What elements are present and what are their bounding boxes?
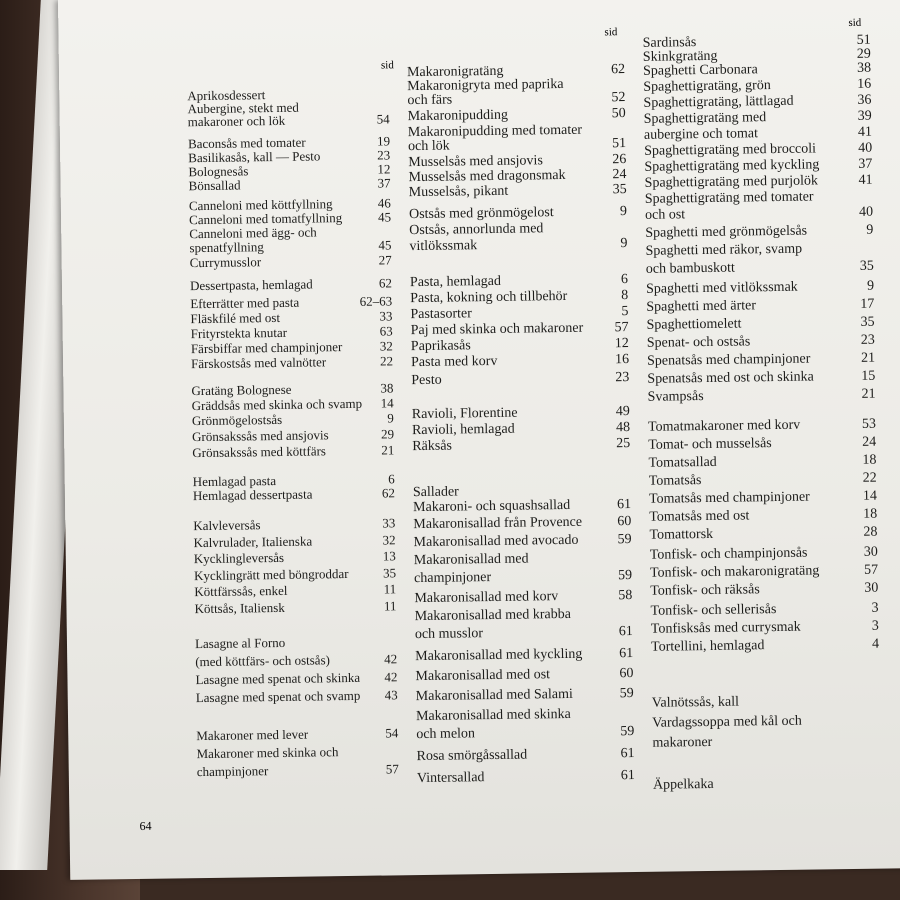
entry-page-number: 42 (384, 669, 398, 685)
entry-title: Spaghettigratäng, lättlagad (643, 93, 794, 111)
entry-page-number: 35 (860, 314, 875, 330)
entry-page-number: 14 (380, 395, 394, 411)
entry-title: Makaronisallad med krabba (414, 606, 572, 625)
entry-title: Currymusslor (189, 254, 262, 271)
index-entry (652, 713, 880, 733)
entry-title: Tomatsallad (648, 454, 717, 471)
entry-page-number: 51 (856, 32, 871, 48)
entry-page-number: 9 (619, 204, 628, 220)
index-page (58, 0, 900, 880)
entry-title: Kycklingrätt med böngroddar (193, 565, 349, 584)
entry-page-number: 52 (611, 90, 626, 106)
entry-title: Paprikasås (410, 338, 471, 355)
entry-title: Tomatmakaroner med korv (647, 417, 801, 435)
entry-page-number: 33 (379, 308, 393, 324)
entry-page-number: 15 (861, 368, 876, 384)
entry-title: Gräddsås med skinka och svamp (191, 395, 363, 414)
entry-page-number: 59 (617, 568, 633, 584)
entry-title: Makaronisallad med korv (414, 589, 559, 607)
entry-title: Spaghettigratäng med (643, 110, 767, 127)
entry-title: Makaronisallad med avocado (413, 532, 579, 551)
entry-page-number: 61 (618, 624, 633, 640)
entry-page-number: 45 (377, 209, 392, 225)
index-entry (647, 369, 875, 389)
entry-title: Spaghettiomelett (646, 316, 742, 333)
entry-page-number: 26 (612, 152, 627, 168)
entry-title: Canneloni med köttfyllning (188, 196, 333, 214)
entry-page-number: 19 (376, 133, 391, 149)
entry-title: Tomatsås med ost (649, 508, 750, 525)
entry-page-number: 57 (385, 761, 399, 777)
entry-page-number: 29 (856, 46, 871, 62)
sid-header-col1: sid (380, 59, 394, 72)
entry-title: Aprikosdessert (187, 87, 266, 104)
entry-title: Makaronisallad med ost (415, 667, 551, 685)
entry-title: Makaronisallad med (413, 551, 529, 569)
entry-page-number: 16 (857, 76, 872, 92)
entry-title: Makaronigryta med paprika (407, 76, 564, 95)
entry-title: aubergine och tomat (643, 126, 759, 143)
entry-title: Grönmögelostsås (191, 411, 283, 429)
entry-title: Äppelkaka (652, 776, 714, 793)
entry-page-number: 62–63 (359, 293, 393, 309)
entry-page-number: 54 (376, 111, 390, 127)
entry-title: Basilikasås, kall — Pesto (188, 148, 321, 166)
entry-page-number: 23 (377, 147, 391, 163)
entry-title: Sardinsås (642, 35, 697, 51)
entry-title: Makaronisallad från Provence (413, 514, 583, 533)
entry-title: Spenatsås med champinjoner (646, 351, 811, 369)
entry-title: Grönsakssås med ansjovis (192, 427, 329, 445)
entry-title: Pastasorter (410, 306, 472, 323)
entry-page-number: 35 (612, 182, 627, 198)
entry-title: Spaghettigratäng med kyckling (644, 157, 820, 175)
entry-page-number: 48 (615, 420, 631, 436)
entry-title: spenatfyllning (189, 239, 264, 256)
entry-title: Aubergine, stekt med (187, 99, 299, 117)
entry-title: Makaronipudding med tomater (407, 122, 583, 141)
index-entry (650, 581, 878, 601)
entry-title: Färskostsås med valnötter (190, 354, 327, 372)
entry-title: Färsbiffar med champinjoner (190, 339, 343, 357)
entry-page-number: 22 (379, 353, 394, 369)
entry-title: Canneloni med tomatfyllning (188, 210, 343, 228)
entry-title: Spaghettigratäng med broccoli (644, 141, 817, 159)
entry-title: Tonfisksås med currysmak (650, 619, 801, 637)
entry-page-number: 54 (385, 725, 399, 741)
entry-title: och musslor (414, 626, 484, 643)
entry-title: Räksås (412, 438, 453, 455)
entry-page-number: 4 (871, 636, 880, 652)
entry-title: champinjoner (196, 763, 269, 780)
index-entry (651, 637, 879, 657)
entry-page-number: 61 (616, 497, 632, 513)
entry-title: Kalvrulader, Italienska (193, 533, 313, 551)
entry-page-number: 21 (860, 350, 876, 366)
entry-page-number: 37 (377, 175, 391, 191)
entry-title: Tonfisk- och makaronigratäng (649, 563, 820, 581)
index-entry (645, 205, 873, 225)
entry-page-number: 58 (618, 588, 633, 604)
entry-title: Pasta, hemlagad (409, 273, 502, 291)
entry-page-number: 61 (620, 746, 635, 762)
entry-title: Valnötssås, kall (651, 694, 740, 711)
entry-page-number: 18 (863, 506, 878, 522)
index-entry (650, 601, 878, 621)
entry-page-number: 11 (383, 598, 397, 614)
entry-page-number: 9 (866, 278, 875, 294)
entry-page-number: 25 (616, 436, 631, 452)
entry-title: Bönsallad (188, 177, 241, 194)
entry-page-number: 60 (617, 514, 632, 530)
entry-title: Tonfisk- och champinjonsås (649, 545, 808, 563)
entry-title: Canneloni med ägg- och (189, 224, 317, 242)
entry-title: Makaronisallad med kyckling (415, 646, 583, 665)
entry-title: Makaronisallad med skinka (415, 706, 571, 725)
entry-title: och lök (407, 138, 450, 155)
entry-title: Spaghettigratäng med purjolök (644, 173, 819, 191)
entry-page-number: 24 (862, 434, 877, 450)
index-entry (646, 259, 874, 279)
entry-title: Makaronisallad med Salami (415, 686, 573, 705)
entry-page-number: 50 (611, 106, 626, 122)
entry-title: Kycklingleversås (193, 549, 285, 567)
index-entry (649, 525, 877, 545)
entry-page-number: 39 (857, 108, 872, 124)
index-entry (649, 489, 877, 509)
entry-title: Musselsås med ansjovis (408, 153, 543, 171)
index-entry (650, 545, 878, 565)
entry-title: Sallader (412, 484, 459, 501)
entry-title: Kalvleversås (193, 517, 261, 534)
entry-page-number: 40 (858, 140, 873, 156)
entry-title: Ravioli, Florentine (411, 405, 518, 423)
index-column-3 (58, 0, 900, 880)
entry-page-number: 46 (377, 195, 391, 211)
entry-page-number: 62 (378, 275, 393, 291)
entry-page-number: 3 (871, 600, 879, 616)
entry-page-number: 57 (863, 562, 879, 578)
entry-page-number: 12 (614, 336, 629, 352)
index-entry (648, 453, 876, 473)
entry-title: Lasagne med spenat och skinka (195, 669, 361, 688)
entry-page-number: 8 (621, 288, 629, 304)
entry-page-number: 16 (614, 352, 630, 368)
entry-page-number: 23 (615, 370, 630, 386)
entry-page-number: 9 (387, 410, 394, 426)
entry-page-number: 61 (619, 646, 634, 662)
entry-title: Makaronipudding (407, 107, 509, 125)
entry-page-number: 13 (382, 548, 396, 564)
entry-page-number: 5 (621, 304, 629, 320)
entry-page-number: 59 (619, 686, 634, 702)
entry-title: Pasta, kokning och tillbehör (410, 288, 568, 307)
entry-title: Ostsås med grönmögelost (408, 205, 554, 223)
entry-title: Ravioli, hemlagad (411, 421, 515, 439)
entry-title: Efterrätter med pasta (190, 294, 300, 312)
entry-page-number: 35 (382, 565, 397, 581)
entry-page-number: 41 (858, 172, 873, 188)
entry-page-number: 6 (620, 272, 629, 288)
entry-page-number: 3 (871, 618, 879, 634)
entry-title: (med köttfärs- och ostsås) (195, 652, 331, 670)
entry-title: Musselsås, pikant (408, 183, 509, 201)
entry-title: Makaronigratäng (406, 63, 504, 81)
entry-page-number: 30 (863, 544, 878, 560)
entry-title: och färs (407, 92, 453, 109)
entry-page-number: 24 (612, 167, 627, 183)
entry-title: Gratäng Bolognese (191, 381, 292, 399)
entry-page-number: 51 (611, 136, 627, 152)
entry-page-number: 63 (379, 323, 393, 339)
entry-page-number: 32 (382, 532, 396, 548)
entry-title: Spaghettigratäng med tomater (644, 189, 814, 207)
sid-header-col3: sid (848, 16, 862, 29)
entry-page-number: 33 (382, 515, 396, 531)
entry-page-number: 6 (388, 471, 395, 487)
entry-title: Grönsakssås med köttfärs (192, 443, 327, 461)
entry-page-number: 30 (864, 580, 879, 596)
index-entry (648, 387, 876, 407)
entry-page-number: 12 (377, 161, 391, 177)
entry-title: vitlökssmak (409, 238, 478, 255)
entry-title: Pasta med korv (410, 353, 498, 371)
entry-title: Spaghetti med grönmögelsås (645, 223, 808, 241)
entry-title: Spaghetti med vitlökssmak (645, 279, 798, 297)
entry-page-number: 41 (857, 124, 873, 140)
entry-page-number: 22 (862, 470, 877, 486)
entry-title: makaroner och lök (187, 112, 286, 130)
entry-page-number: 17 (860, 296, 875, 312)
entry-page-number: 60 (619, 666, 634, 682)
entry-title: Hemlagad dessertpasta (192, 486, 313, 504)
entry-title: Tomat- och musselsås (648, 436, 772, 453)
index-entry (653, 775, 881, 795)
entry-title: Spenatsås med ost och skinka (647, 369, 814, 387)
entry-title: makaroner (652, 734, 713, 751)
entry-title: Köttfärssås, enkel (194, 582, 288, 600)
entry-page-number: 21 (861, 386, 876, 402)
entry-page-number: 43 (384, 687, 398, 703)
entry-title: Tomattorsk (649, 526, 714, 543)
entry-page-number: 14 (862, 488, 878, 504)
entry-title: Skinkgratäng (642, 48, 718, 65)
entry-title: Svampsås (647, 389, 704, 405)
entry-title: Spenat- och ostsås (646, 334, 751, 351)
entry-page-number: 36 (857, 92, 872, 108)
entry-page-number: 59 (617, 532, 632, 548)
entry-title: Makaroni- och squashsallad (413, 497, 571, 516)
entry-title: Spaghetti med räkor, svamp (645, 241, 803, 259)
entry-title: Bolognesås (188, 163, 249, 180)
index-entry (648, 435, 876, 455)
entry-page-number: 28 (863, 524, 878, 540)
index-entry (647, 351, 875, 371)
index-entry (648, 417, 876, 437)
entry-page-number: 18 (862, 452, 877, 468)
entry-page-number: 62 (610, 62, 626, 78)
index-entry (649, 471, 877, 491)
entry-page-number: 9 (866, 222, 874, 238)
entry-title: Paj med skinka och makaroner (410, 320, 584, 339)
entry-page-number: 38 (856, 60, 872, 76)
index-entry (651, 619, 879, 639)
entry-page-number: 29 (380, 426, 395, 442)
index-entry (646, 315, 874, 335)
entry-page-number: 27 (378, 252, 392, 268)
entry-page-number: 61 (620, 768, 635, 784)
entry-title: Pesto (411, 372, 442, 389)
entry-page-number: 45 (378, 237, 392, 253)
entry-title: Makaroner med skinka och (196, 744, 339, 762)
entry-title: Musselsås med dragonsmak (408, 167, 566, 186)
entry-title: Spaghetti Carbonara (642, 62, 758, 79)
entry-page-number: 40 (858, 204, 874, 220)
entry-title: och bambuskott (645, 260, 735, 277)
entry-title: Tomatsås (648, 473, 702, 489)
entry-page-number: 9 (620, 236, 628, 252)
entry-title: Vardagssoppa med kål och (652, 713, 802, 731)
entry-page-number: 32 (379, 338, 393, 354)
entry-title: Vintersallad (416, 770, 485, 787)
entry-title: Makaroner med lever (196, 726, 309, 744)
index-entry (646, 297, 874, 317)
entry-title: och ost (644, 207, 686, 223)
entry-title: Spaghettigratäng, grön (643, 78, 771, 95)
entry-page-number: 21 (381, 442, 395, 458)
index-entry (652, 693, 880, 713)
entry-title: Tomatsås med champinjoner (648, 489, 810, 507)
index-entry (650, 563, 878, 583)
entry-page-number: 11 (383, 581, 397, 597)
entry-title: Hemlagad pasta (192, 473, 277, 490)
entry-title: Frityrstekta knutar (190, 324, 288, 342)
entry-title: Tonfisk- och räksås (650, 582, 760, 599)
entry-title: Rosa smörgåssallad (416, 747, 528, 765)
entry-page-number: 23 (860, 332, 875, 348)
entry-page-number: 38 (380, 380, 394, 396)
index-entry (646, 279, 874, 299)
index-entry (645, 223, 873, 243)
entry-page-number: 53 (861, 416, 877, 432)
entry-page-number: 42 (384, 651, 398, 667)
entry-title: Dessertpasta, hemlagad (189, 276, 313, 294)
entry-page-number: 57 (614, 320, 629, 336)
entry-page-number: 59 (620, 724, 635, 740)
entry-title: och melon (416, 726, 476, 743)
index-entry (647, 333, 875, 353)
entry-title: Lasagne med spenat och svamp (195, 687, 361, 706)
entry-page-number: 35 (859, 258, 874, 274)
entry-title: Köttsås, Italiensk (194, 599, 285, 617)
index-entry (645, 241, 873, 261)
page-number: 64 (139, 818, 152, 833)
entry-title: champinjoner (414, 570, 492, 587)
entry-title: Fläskfilé med ost (190, 309, 281, 327)
entry-page-number: 49 (615, 404, 630, 420)
entry-title: Spaghetti med ärter (646, 298, 757, 315)
entry-title: Tortellini, hemlagad (650, 638, 765, 655)
index-entry (649, 507, 877, 527)
entry-title: Baconsås med tomater (187, 134, 306, 152)
sid-header-col2: sid (604, 26, 618, 39)
entry-title: Ostsås, annorlunda med (409, 221, 544, 239)
entry-title: Lasagne al Forno (194, 634, 286, 652)
entry-page-number: 62 (381, 485, 396, 501)
entry-page-number: 37 (858, 156, 873, 172)
index-entry (652, 733, 880, 753)
entry-title: Tonfisk- och sellerisås (650, 602, 777, 619)
